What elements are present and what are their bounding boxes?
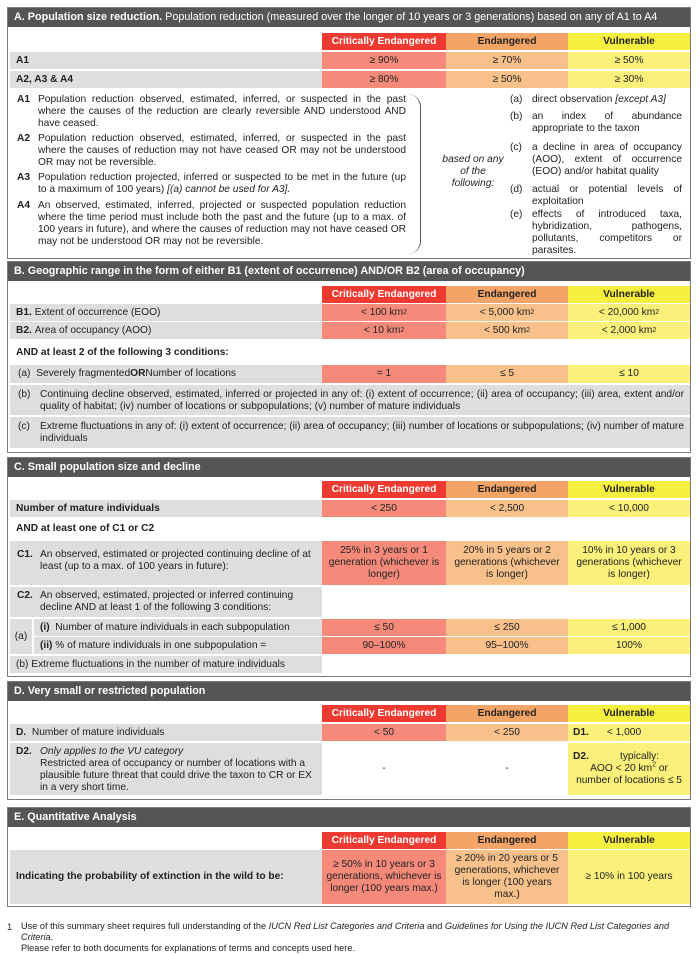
b2-vu-val: < 2,000 km <box>601 324 653 336</box>
footnote-number: 1 <box>7 922 13 932</box>
b2-en: < 500 km 2 <box>446 322 568 339</box>
b-cond-b-text: Continuing decline observed, estimated, inferred or projected in any of: (i) extent of occurrence; (ii) area of occupancy; (iii) area, extent and/or quality of habitat; (iv) number of locations or subpopulations; (v) number of mature individuals <box>40 389 684 412</box>
a2-cr: ≥ 80% <box>322 71 446 88</box>
section-a-title-rest: Population reduction (measured over the longer of 10 years or 3 generations) based on any of A1 to A4 <box>165 11 658 23</box>
header-en: Endangered <box>446 481 568 498</box>
footnote-p3: . <box>50 932 54 942</box>
header-cr: Critically Endangered <box>322 286 446 303</box>
footnote-line-1 <box>21 921 691 943</box>
d2-label <box>10 743 322 795</box>
a2-en: ≥ 50% <box>446 71 568 88</box>
footnote-i1: IUCN Red List Categories and Criteria <box>268 921 425 931</box>
c2a-ii-vu: 100% <box>568 637 690 654</box>
b1-label <box>10 304 322 321</box>
d-vu <box>568 724 690 741</box>
e-cr: ≥ 50% in 10 years or 3 generations, whichever is longer (100 years max.) <box>322 850 446 904</box>
base-d-code: (d) <box>510 184 523 195</box>
header-vu: Vulnerable <box>568 286 690 303</box>
header-cr: Critically Endangered <box>322 481 446 498</box>
b2-label <box>10 322 322 339</box>
base-a-text: direct observation <box>532 94 613 105</box>
base-b-code: (b) <box>510 111 523 122</box>
b1-code: B1. <box>16 306 32 318</box>
c2-text: An observed, estimated, projected or inferred continuing decline AND at least 1 of the following 3 conditions: <box>40 590 294 613</box>
a1-code: A1 <box>17 94 31 105</box>
b-cond-c-code: (c) <box>18 421 30 432</box>
a2-text: Population reduction observed, estimated, inferred, or suspected in the past where the causes of reduction may not have ceased OR may not be understood OR may not be reversible. <box>38 133 406 168</box>
b2-cr: < 10 km 2 <box>322 322 446 339</box>
b1-cr: < 100 km 2 <box>322 304 446 321</box>
b-cond-b-code: (b) <box>18 389 31 400</box>
b-cond-c-text: Extreme fluctuations in any of: (i) extent of occurrence; (ii) area of occupancy; (iii) number of locations or subpopulations; (iv) number of mature individuals <box>40 421 684 444</box>
c2-label <box>10 587 322 617</box>
b-cond-a-label <box>10 365 322 383</box>
d-code: D. <box>16 726 27 738</box>
c2-code: C2. <box>17 590 33 601</box>
base-e-code: (e) <box>510 209 523 220</box>
e-label: Indicating the probability of extinction in the wild to be: <box>10 850 322 904</box>
footnote <box>7 921 691 954</box>
header-en: Endangered <box>446 33 568 50</box>
c2a-code: (a) <box>10 619 32 654</box>
a2-vu: ≥ 30% <box>568 71 690 88</box>
c1-en: 20% in 5 years or 2 generations (whichever is longer) <box>446 541 568 585</box>
b-cond-a-code: (a) <box>18 368 31 379</box>
d-text: Number of mature individuals <box>31 726 165 738</box>
c-and-title: AND at least one of C1 or C2 <box>16 523 155 534</box>
c-mature-en: < 2,500 <box>446 500 568 517</box>
header-cr: Critically Endangered <box>322 33 446 50</box>
b2-code: B2. <box>16 324 32 336</box>
c2a-i-en: ≤ 250 <box>446 619 568 636</box>
a4-text: An observed, estimated, inferred, projected or suspected population reduction where the time period must include both the past and the future (up to a max. of 100 years in future), and where the causes of reduction may not have ceased OR may not be understood OR may not be reversible. <box>38 200 406 247</box>
d2-vu-or: or <box>656 763 668 774</box>
footnote-p2: and <box>424 921 445 931</box>
c2a-ii-en: 95–100% <box>446 637 568 654</box>
c2a-i-text: Number of mature individuals in each subpopulation <box>55 621 290 633</box>
base-a-note: [except A3] <box>615 94 666 105</box>
b-cond-b <box>10 385 690 415</box>
c1-code: C1. <box>17 549 33 560</box>
base-c-code: (c) <box>510 142 522 153</box>
section-e-header: E. Quantitative Analysis <box>8 808 690 827</box>
c1-vu: 10% in 10 years or 3 generations (whichever is longer) <box>568 541 690 585</box>
b-cond-a-or: OR <box>130 368 146 379</box>
a3-note: [(a) cannot be used for A3]. <box>167 184 291 195</box>
d2-text: Restricted area of occupancy or number of locations with a plausible future threat that could drive the taxon to CR or EX in a very short time. <box>40 758 312 793</box>
d2-vu-aoo: AOO < 20 km <box>590 763 653 774</box>
d2-vu <box>568 743 690 795</box>
c2a-i-code: (i) <box>40 621 50 633</box>
a-brace <box>408 94 421 254</box>
a3-text-wrap <box>38 172 406 196</box>
b1-vu-val: < 20,000 km <box>598 306 656 318</box>
d2-vu-sup: 2 <box>652 761 656 769</box>
header-cr: Critically Endangered <box>322 705 446 722</box>
base-e-text: effects of introduced taxa, hybridization, pathogens, pollutants, competitors or parasites. <box>532 209 682 256</box>
section-b-header: B. Geographic range in the form of either B1 (extent of occurrence) AND/OR B2 (area of occupancy) <box>8 262 690 281</box>
section-d <box>7 681 691 800</box>
c-mature-cr: < 250 <box>322 500 446 517</box>
b1-vu: < 20,000 km 2 <box>568 304 690 321</box>
section-c-header: C. Small population size and decline <box>8 458 690 477</box>
a3-code: A3 <box>17 172 31 183</box>
a1-text: Population reduction observed, estimated, inferred, or suspected in the past where the causes of the reduction are clearly reversible AND understood AND have ceased. <box>38 94 406 129</box>
d-cr: < 50 <box>322 724 446 741</box>
header-vu: Vulnerable <box>568 832 690 849</box>
b1-cr-val: < 100 km <box>360 306 404 318</box>
b-cond-a-text1: Severely fragmented <box>36 368 131 379</box>
a4-code: A4 <box>17 200 31 211</box>
section-c <box>7 457 691 677</box>
b-cond-c <box>10 417 690 448</box>
d2-code: D2. <box>16 746 32 757</box>
c-mature-vu: < 10,000 <box>568 500 690 517</box>
section-d-header: D. Very small or restricted population <box>8 682 690 701</box>
c1-text: An observed, estimated or projected continuing decline of at least (up to a max. of 100 years in future): <box>40 549 311 572</box>
d2-note: Only applies to the VU category <box>40 746 184 757</box>
a1-cr: ≥ 90% <box>322 52 446 69</box>
based-on-text: based on any of the following: <box>442 154 504 189</box>
section-e <box>7 807 691 907</box>
a1-label: A1 <box>10 52 322 69</box>
c2a-ii-cr: 90–100% <box>322 637 446 654</box>
footnote-p1: Use of this summary sheet requires full understanding of the <box>21 921 269 931</box>
d-en: < 250 <box>446 724 568 741</box>
d1-value: < 1,000 <box>606 726 642 738</box>
e-vu: ≥ 10% in 100 years <box>568 850 690 904</box>
header-vu: Vulnerable <box>568 705 690 722</box>
d2-vu-code: D2. <box>573 751 589 762</box>
c2a-ii-code: (ii) <box>40 639 53 651</box>
d2-vu-l2 <box>568 763 690 775</box>
b2-cr-val: < 10 km <box>363 324 401 336</box>
a2-code: A2 <box>17 133 31 144</box>
d2-vu-l3: number of locations ≤ 5 <box>576 775 682 786</box>
a1-vu: ≥ 50% <box>568 52 690 69</box>
c2a-i-vu: ≤ 1,000 <box>568 619 690 636</box>
section-a-header <box>8 8 690 27</box>
b1-en-val: < 5,000 km <box>479 306 531 318</box>
c1-label <box>10 541 322 585</box>
b2-en-val: < 500 km <box>483 324 527 336</box>
footnote-i2: Guidelines for Using the IUCN Red List Categories and Criteria <box>21 921 670 942</box>
c1-cr: 25% in 3 years or 1 generation (whichever is longer) <box>322 541 446 585</box>
b-cond-a-vu: ≤ 10 <box>568 365 690 383</box>
c-mature-label: Number of mature individuals <box>10 500 322 517</box>
b2-vu: < 2,000 km 2 <box>568 322 690 339</box>
a1-en: ≥ 70% <box>446 52 568 69</box>
section-a-title: A. Population size reduction. <box>14 11 163 23</box>
b1-text: Extent of occurrence (EOO) <box>34 306 161 318</box>
a3-text: Population reduction projected, inferred or suspected to be met in the future (up to a maximum of 100 years) <box>38 172 406 195</box>
header-vu: Vulnerable <box>568 481 690 498</box>
header-cr: Critically Endangered <box>322 832 446 849</box>
a2-label: A2, A3 & A4 <box>10 71 322 88</box>
d-label <box>10 724 322 741</box>
b1-en: < 5,000 km 2 <box>446 304 568 321</box>
base-d-text: actual or potential levels of exploitation <box>532 184 682 207</box>
d1-code: D1. <box>573 726 589 738</box>
section-b <box>7 261 691 453</box>
d2-cr: - <box>382 763 386 774</box>
c2b-label: (b) Extreme fluctuations in the number of mature individuals <box>10 656 322 673</box>
c2a-i-cr: ≤ 50 <box>322 619 446 636</box>
header-vu: Vulnerable <box>568 33 690 50</box>
c2a-i-label <box>34 619 322 636</box>
c2a-ii-text: % of mature individuals in one subpopulation = <box>55 639 267 651</box>
c2a-ii-label <box>34 637 322 654</box>
base-a-wrap <box>532 94 682 106</box>
b-cond-a-cr: = 1 <box>322 365 446 383</box>
d2-vu-l1: typically: <box>620 751 660 762</box>
b2-text: Area of occupancy (AOO) <box>34 324 152 336</box>
section-a <box>7 7 691 259</box>
base-c-text: a decline in area of occupancy (AOO), extent of occurrence (EOO) and/or habitat quality <box>532 142 682 177</box>
footnote-line-2: Please refer to both documents for explanations of terms and concepts used here. <box>21 943 356 953</box>
b-conditions-title: AND at least 2 of the following 3 conditions: <box>16 347 229 358</box>
b-cond-a-en: ≤ 5 <box>446 365 568 383</box>
base-a-code: (a) <box>510 94 523 105</box>
header-en: Endangered <box>446 832 568 849</box>
b-cond-a-text2: Number of locations <box>145 368 237 379</box>
base-b-text: an index of abundance appropriate to the taxon <box>532 111 682 134</box>
d2-en: - <box>505 763 509 774</box>
e-en: ≥ 20% in 20 years or 5 generations, whichever is longer (100 years max.) <box>446 850 568 904</box>
header-en: Endangered <box>446 705 568 722</box>
header-en: Endangered <box>446 286 568 303</box>
